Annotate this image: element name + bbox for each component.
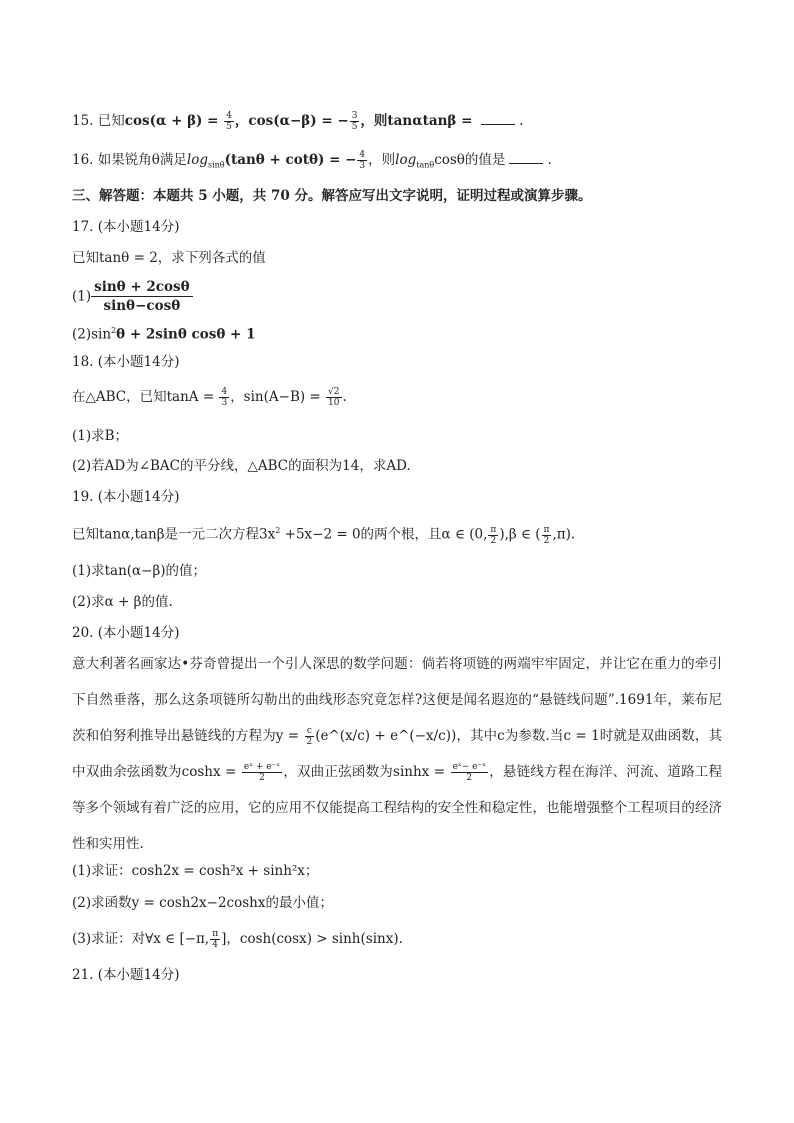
question-19-part1: (1)求tan(α−β)的值； [72, 563, 207, 579]
fraction: $\frac{\sin\theta + 2\cos\theta}{\sin\theta-\cos\theta}$ [91, 278, 192, 315]
fraction: $\frac{√2}{10}$ [328, 387, 340, 408]
question-17-title: 17. (本小题14分) [72, 219, 180, 235]
question-16: 16. 如果锐角θ满足$\log_{sin\theta}(\tan\theta + \cot\theta)$ = − $\frac{4}{3}$ ，则$\log_{tan\theta}\cos\theta$的值是 . [72, 150, 552, 171]
question-20-paragraph: 意大利著名画家达•芬奇曾提出一个引人深思的数学问题：倘若将项链的两端牢牢固定，并让它在重力的牵引下自然垂落，那么这条项链所勾勒出的曲线形态究竟怎样?这便是闻名遐迩的“悬链线问题”.1691年，莱布尼茨和伯努利推导出悬链线的方程为y = $\frac{c}{2}$ (e^(x/c) + e^(−x/c))，其中c为参数.当c = 1时就是双曲函数，其中双曲余弦函数为coshx = $\frac{\text{eˣ + e⁻ˣ}}{2}$ ，双曲正弦函数为sinhx = $\frac{\text{eˣ− e⁻ˣ}}{2}$ ，悬链线方程在海洋、河流、道路工程等多个领域有着广泛的应用，它的应用不仅能提高工程结构的安全性和稳定性，也能增强整个工程项目的经济性和实用性. [72, 656, 722, 852]
question-19-stem: 已知tanα,tanβ是一元二次方程$3x^2 +5x-2 = 0$的两个根，且α ∈ (0, $\frac{\pi}{2}$ ),β ∈ ( $\frac{\pi}{2}$ ,π). [72, 524, 576, 546]
fraction: $\frac{\pi}{2}$ [543, 524, 550, 546]
fraction: $\frac{3}{5}$ [351, 111, 358, 132]
fraction: $\frac{\pi}{2}$ [490, 524, 497, 546]
question-17-part2: $(2)\sin^2\theta + 2\sin\theta$ cosθ + 1 [72, 326, 256, 343]
fraction: $\frac{\text{eˣ− e⁻ˣ}}{2}$ [452, 762, 487, 783]
question-20-part3: (3)求证：对∀x ∈ [−π, $\frac{\pi}{4}$ ]，cosh(cosx) > sinh(sinx). [72, 929, 403, 950]
fraction: $\frac{4}{3}$ [221, 387, 228, 408]
fraction: $\frac{4}{5}$ [226, 111, 232, 132]
fraction: $\frac{c}{2}$ [306, 726, 313, 747]
question-21-title: 21. (本小题14分) [72, 967, 180, 983]
question-15: 15. 已知cos(α + β) = $\frac{4}{5}$ ，cos(α−β) = − $\frac{3}{5}$ ，则tanαtanβ = . [72, 111, 524, 132]
question-20-part1: (1)求证：cosh2x = cosh²x + sinh²x； [72, 863, 319, 879]
question-18-title: 18. (本小题14分) [72, 354, 180, 370]
fraction: $\frac{\text{eˣ + e⁻ˣ}}{2}$ [243, 762, 281, 783]
question-17-stem: 已知tanθ = 2，求下列各式的值 [72, 250, 266, 266]
question-17-part1: (1) $\frac{\sin\theta + 2\cos\theta}{\sin\theta-\cos\theta}$ [72, 278, 193, 315]
question-18-part1: (1)求B； [72, 428, 129, 444]
fraction: $\frac{4}{3}$ [359, 150, 366, 171]
question-19-title: 19. (本小题14分) [72, 489, 180, 505]
answer-blank [481, 112, 515, 125]
fraction: $\frac{\pi}{4}$ [212, 929, 219, 950]
question-20-title: 20. (本小题14分) [72, 625, 180, 641]
question-20-part2: (2)求函数y = cosh2x−2coshx的最小值； [72, 895, 333, 911]
answer-blank [509, 151, 543, 164]
question-18-stem: 在△ABC，已知tanA = $\frac{4}{3}$ ，sin(A−B) = $\frac{√2}{10}$ . [72, 387, 347, 408]
section-heading: 三、解答题：本题共 5 小题，共 70 分。解答应写出文字说明，证明过程或演算步骤。 [72, 188, 592, 204]
question-18-part2: (2)若AD为∠BAC的平分线，△ABC的面积为14，求AD. [72, 458, 411, 474]
question-19-part2: (2)求α + β的值. [72, 594, 173, 610]
